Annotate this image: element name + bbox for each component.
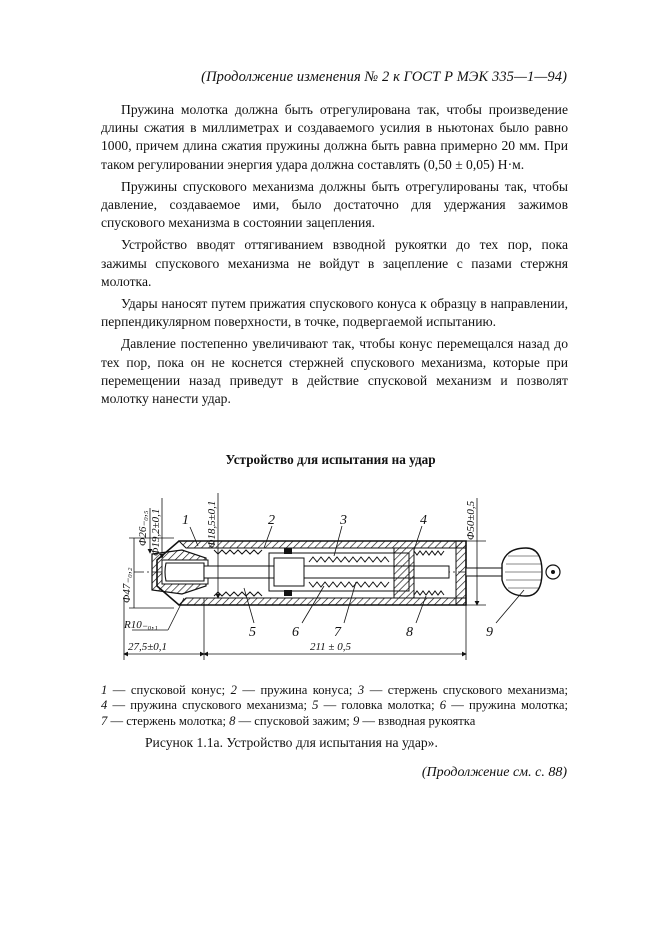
- paragraph: Удары наносят путем прижатия спускового конуса к образцу в направлении, перпендикулярном поверхности, в точке, подвергаемой испытанию.: [101, 296, 568, 330]
- impact-device-drawing: [94, 478, 574, 678]
- legend-row: 4 — пружина спускового механизма; 5 — головка молотка; 6 — пружина молотка;: [101, 698, 568, 713]
- cocking-handle: [466, 548, 560, 596]
- dim-d47: Φ47₋₀,₂: [121, 567, 133, 603]
- dim-len27: 27,5±0,1: [128, 641, 168, 653]
- dim-d50: Φ50±0,5: [465, 500, 477, 540]
- figure-title: Устройство для испытания на удар: [225, 452, 436, 467]
- paragraph: Пружина молотка должна быть отрегулирована так, чтобы произведение длины сжатия в миллиметрах и создаваемого усилия в ньютонах было равно 1000, причем длина сжатия пружины должна быть равна примерно 20 мм. При таком регулировании энергия удара должна составлять (0,50 ± 0,05) Н·м.: [101, 102, 568, 172]
- part-label-2: 2: [268, 513, 275, 528]
- paragraph: Устройство вводят оттягиванием взводной рукоятки до тех пор, пока зажимы спускового механизма не войдут в зацепление с пазами стержня молотка.: [101, 237, 568, 289]
- legend-row: 1 — спусковой конус; 2 — пружина конуса; 3 — стержень спускового механизма;: [101, 683, 568, 697]
- part-label-1: 1: [182, 513, 189, 528]
- part-label-9: 9: [486, 625, 493, 640]
- dim-d18: Φ18,5±0,1: [206, 500, 218, 548]
- part-label-8: 8: [406, 625, 413, 640]
- dim-r10: R10₋₀,₁: [124, 619, 158, 631]
- dim-d19: Φ19,2±0,1: [150, 508, 162, 556]
- page-header: (Продолжение изменения № 2 к ГОСТ Р МЭК 335—1—94): [201, 69, 567, 85]
- continuation-note: (Продолжение см. с. 88): [421, 765, 567, 780]
- part-label-6: 6: [292, 625, 299, 640]
- figure-legend: [101, 683, 568, 729]
- dim-len211: 211 ± 0,5: [310, 641, 351, 653]
- paragraph: Пружины спускового механизма должны быть отрегулированы так, чтобы давление, создаваемое ими, было достаточно для удержания зажимов спускового механизма в состоянии зацепления.: [101, 178, 568, 231]
- dim-d26: Φ26₋₀,₅: [137, 510, 149, 546]
- paragraph: Давление постепенно увеличивают так, чтобы конус перемещался назад до тех пор, пока он не коснется стержней спускового механизма, которые при перемещении назад приведут в действие спусковой механизм и позволят молотку нанести удар.: [101, 336, 568, 407]
- legend-row: 7 — стержень молотка; 8 — спусковой зажим; 9 — взводная рукоятка: [101, 713, 476, 728]
- part-label-5: 5: [249, 625, 256, 640]
- body-text: [101, 101, 568, 412]
- part-label-4: 4: [420, 513, 427, 528]
- part-label-7: 7: [334, 625, 341, 640]
- figure-caption: Рисунок 1.1а. Устройство для испытания на удар».: [145, 735, 438, 750]
- part-label-3: 3: [340, 513, 347, 528]
